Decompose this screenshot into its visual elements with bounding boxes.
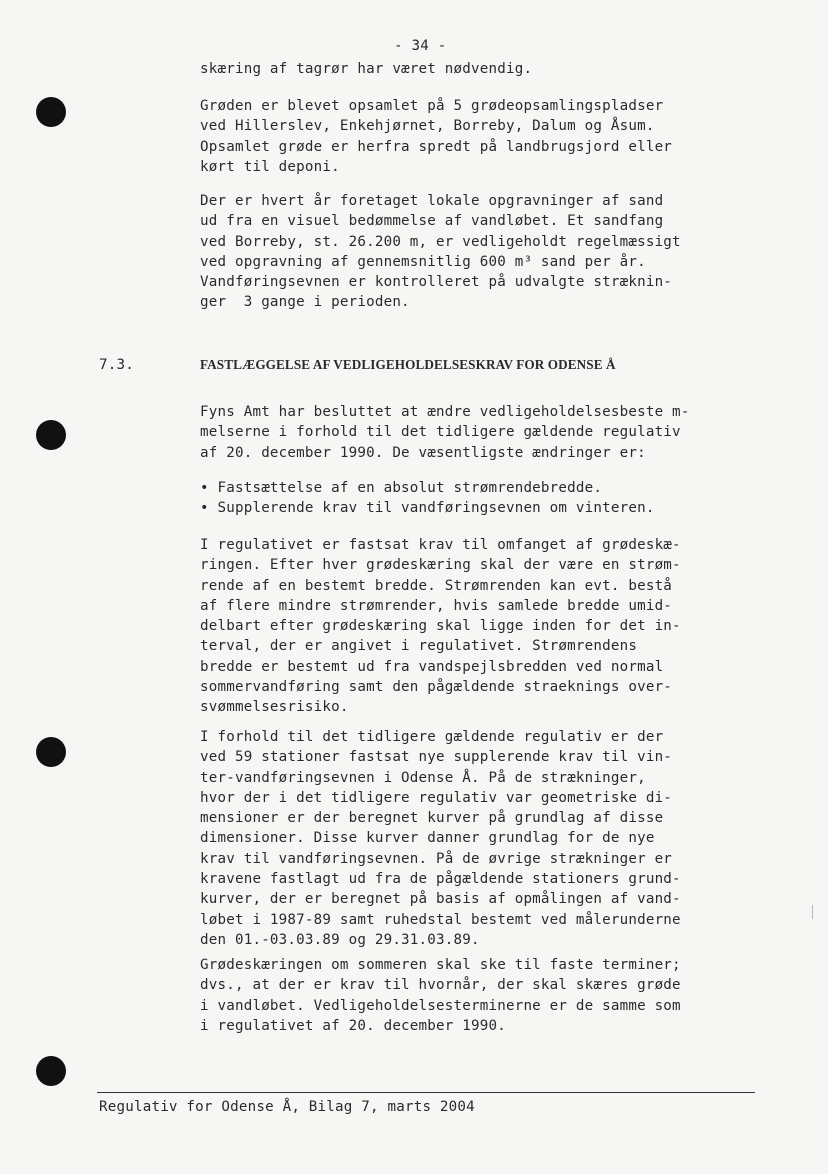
text-line: ved opgravning af gennemsnitlig 600 m³ sand per år. [200,253,646,270]
text-line: bredde er bestemt ud fra vandspejlsbredden ved normal [200,658,664,675]
paragraph [200,727,760,950]
text-line: af flere mindre strømrender, hvis samlede bredde umid- [200,597,673,614]
bullet-list [200,478,760,519]
text-line: Grøden er blevet opsamlet på 5 grødeopsamlingspladser [200,98,664,114]
text-line: delbart efter grødeskæring skal ligge inden for det in- [200,618,681,635]
paragraph [200,535,760,718]
scan-artifact [812,905,813,919]
text-line: terval, der er angivet i regulativet. Strømrendens [200,638,638,655]
text-line: ved Borreby, st. 26.200 m, er vedligeholdt regelmæssigt [200,233,681,250]
list-item: • Supplerende krav til vandføringsevnen om vinteren. [200,500,655,517]
text-line: Opsamlet grøde er herfra spredt på landbrugsjord eller [200,138,673,155]
text-line: af 20. december 1990. De væsentligste ændringer er: [200,444,646,461]
text-line: dvs., at der er krav til hvornår, der skal skæres grøde [200,977,681,994]
section-number: 7.3. [99,357,134,373]
text-line: dimensioner. Disse kurver danner grundlag for de nye [200,830,655,847]
paragraph [200,59,760,79]
page-number: - 34 - [394,38,447,54]
text-line: svømmelsesrisiko. [200,699,349,716]
paragraph [200,96,760,177]
text-line: Grødeskæringen om sommeren skal ske til faste terminer; [200,957,681,973]
text-line: ger 3 gange i perioden. [200,294,410,311]
text-line: i vandløbet. Vedligeholdelsesterminerne er de samme som [200,997,681,1014]
text-line: rende af en bestemt bredde. Strømrenden kan evt. bestå [200,577,673,594]
text-line: Fyns Amt har besluttet at ændre vedligeholdelsesbeste m- [200,404,690,420]
text-line: løbet i 1987-89 samt ruhedstal bestemt ved målerunderne [200,911,681,928]
paragraph [200,955,760,1036]
text-line: den 01.-03.03.89 og 29.31.03.89. [200,931,480,948]
text-line: ud fra en visuel bedømmelse af vandløbet. Et sandfang [200,213,664,230]
text-line: Vandføringsevnen er kontrolleret på udvalgte stræknin- [200,274,673,291]
footer-divider [97,1092,755,1093]
punch-hole [36,737,66,767]
footer-text: Regulativ for Odense Å, Bilag 7, marts 2004 [99,1099,475,1115]
text-line: I forhold til det tidligere gældende regulativ er der [200,729,664,745]
punch-hole [36,1056,66,1086]
text-line: kravene fastlagt ud fra de pågældende stationers grund- [200,871,681,888]
text-line: skæring af tagrør har været nødvendig. [200,61,533,77]
text-line: sommervandføring samt den pågældende straeknings over- [200,679,673,696]
text-line: i regulativet af 20. december 1990. [200,1017,506,1034]
text-line: ringen. Efter hver grødeskæring skal der være en strøm- [200,557,681,574]
paragraph [200,402,760,463]
text-line: hvor der i det tidligere regulativ var geometriske di- [200,789,673,806]
section-title: FASTLÆGGELSE AF VEDLIGEHOLDELSESKRAV FOR ODENSE Å [200,357,616,372]
paragraph [200,191,760,313]
text-line: krav til vandføringsevnen. På de øvrige strækninger er [200,850,673,867]
text-line: Der er hvert år foretaget lokale opgravninger af sand [200,193,664,209]
text-line: ved 59 stationer fastsat nye supplerende krav til vin- [200,749,673,766]
list-item: • Fastsættelse af en absolut strømrendebredde. [200,480,603,496]
text-line: melserne i forhold til det tidligere gældende regulativ [200,424,681,441]
text-line: kørt til deponi. [200,158,340,175]
text-line: ved Hillerslev, Enkehjørnet, Borreby, Dalum og Åsum. [200,118,655,135]
text-line: I regulativet er fastsat krav til omfanget af grødeskæ- [200,537,681,553]
text-line: kurver, der er beregnet på basis af opmålingen af vand- [200,891,681,908]
text-line: ter-vandføringsevnen i Odense Å. På de strækninger, [200,769,646,786]
text-line: mensioner er der beregnet kurver på grundlag af disse [200,810,664,827]
punch-hole [36,97,66,127]
punch-hole [36,420,66,450]
